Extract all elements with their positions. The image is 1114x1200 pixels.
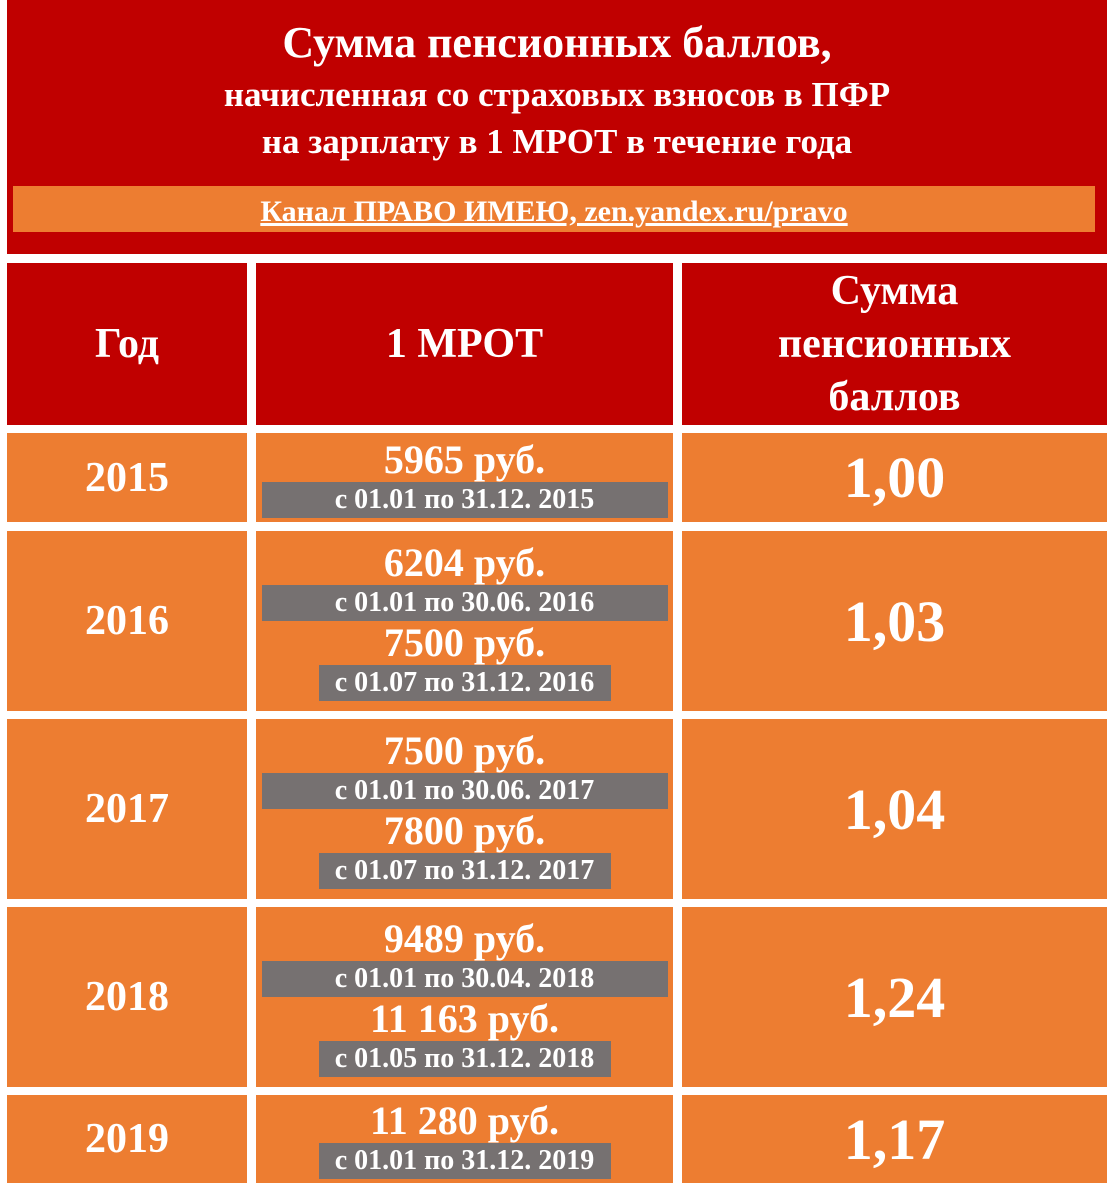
mrot-period: с 01.01 по 31.12. 2015	[262, 482, 668, 518]
mrot-amount: 11 163 руб.	[370, 996, 559, 1041]
mrot-amount: 9489 руб.	[383, 916, 546, 961]
points-cell	[682, 719, 1107, 899]
year-value: 2018	[85, 974, 169, 1020]
subtitle-line-1: начисленная со страховых взносов в ПФР	[223, 75, 891, 114]
column-header-year	[7, 263, 247, 425]
mrot-amount: 6204 руб.	[383, 540, 546, 585]
column-header-points-line3: баллов	[828, 373, 961, 420]
mrot-amount: 5965 руб.	[383, 436, 546, 482]
year-value: 2017	[85, 786, 169, 832]
mrot-amount: 11 280 руб.	[370, 1098, 559, 1143]
points-value: 1,04	[843, 776, 946, 842]
column-header-points-line1: Сумма	[830, 267, 959, 314]
subtitle-line-2: на зарплату в 1 МРОТ в течение года	[261, 122, 853, 161]
mrot-period: с 01.01 по 31.12. 2019	[319, 1143, 611, 1179]
year-cell	[7, 1095, 247, 1183]
mrot-period: с 01.01 по 30.06. 2016	[262, 585, 668, 621]
channel-link[interactable]: Канал ПРАВО ИМЕЮ, zen.yandex.ru/pravo	[260, 195, 848, 228]
mrot-cell	[256, 719, 673, 899]
page-title: Сумма пенсионных баллов,	[282, 18, 832, 67]
points-cell	[682, 907, 1107, 1087]
column-header-mrot	[256, 263, 673, 425]
points-value: 1,00	[843, 445, 946, 510]
year-value: 2016	[85, 598, 169, 644]
channel-bar	[13, 186, 1095, 232]
year-value: 2015	[85, 454, 169, 501]
points-cell	[682, 433, 1107, 522]
mrot-period: с 01.01 по 30.04. 2018	[262, 961, 668, 997]
mrot-cell	[256, 1095, 673, 1183]
year-cell	[7, 719, 247, 899]
year-cell	[7, 907, 247, 1087]
year-cell	[7, 433, 247, 522]
mrot-amount: 7800 руб.	[383, 808, 546, 853]
column-header-year-label: Год	[94, 320, 160, 367]
mrot-cell	[256, 907, 673, 1087]
mrot-amount: 7500 руб.	[383, 728, 546, 773]
points-value: 1,03	[843, 588, 946, 654]
mrot-period: с 01.07 по 31.12. 2016	[319, 665, 611, 701]
mrot-cell	[256, 531, 673, 711]
year-cell	[7, 531, 247, 711]
column-header-points-line2: пенсионных	[777, 320, 1012, 367]
mrot-period: с 01.05 по 31.12. 2018	[319, 1041, 611, 1077]
mrot-amount: 7500 руб.	[383, 620, 546, 665]
mrot-period: с 01.01 по 30.06. 2017	[262, 773, 668, 809]
points-cell	[682, 1095, 1107, 1183]
column-header-mrot-label: 1 МРОТ	[385, 320, 544, 367]
points-value: 1,24	[843, 964, 946, 1030]
points-value: 1,17	[843, 1106, 946, 1172]
mrot-period: с 01.07 по 31.12. 2017	[319, 853, 611, 889]
year-value: 2019	[85, 1116, 169, 1162]
column-header-points	[682, 263, 1107, 425]
title-banner	[7, 0, 1107, 254]
mrot-cell	[256, 433, 673, 522]
points-cell	[682, 531, 1107, 711]
